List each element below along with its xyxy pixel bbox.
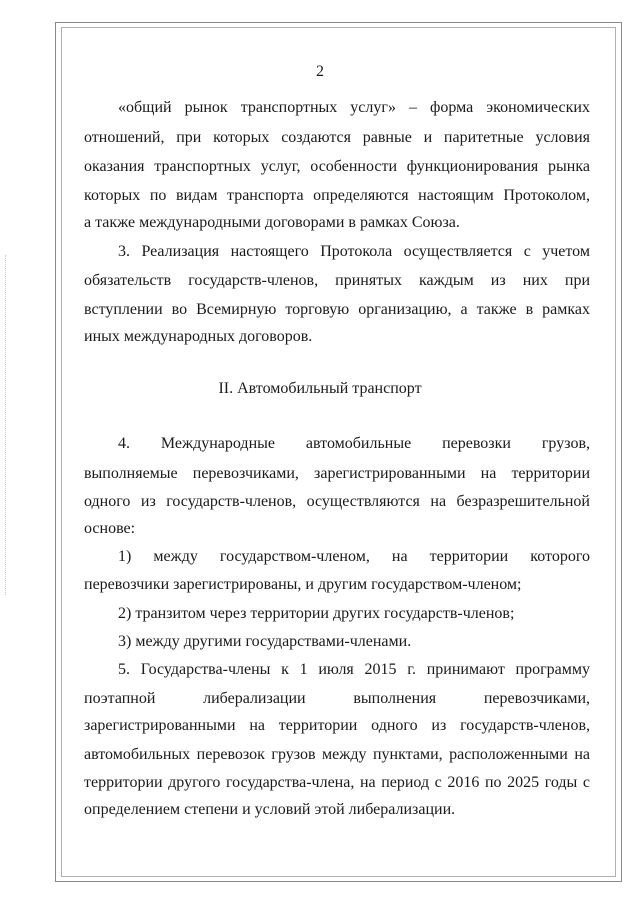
- paragraph-line: 3. Реализация настоящего Протокола осуществляется с учетом: [118, 243, 590, 260]
- paragraph-line: иных международных договоров.: [84, 328, 313, 345]
- list-item-line: 3) между другими государствами-членами.: [118, 633, 412, 650]
- paragraph-line: основе:: [84, 520, 136, 537]
- list-item-line: 1) между государством-членом, на территории которого: [118, 548, 590, 565]
- paragraph-line: автомобильных перевозок грузов между пунктами, расположенными на: [84, 746, 590, 763]
- paragraph-line: 5. Государства-члены к 1 июля 2015 г. принимают программу: [118, 661, 590, 678]
- paragraph-line: отношений, при которых создаются равные и паритетные условия: [84, 129, 590, 146]
- scan-margin-mark: [5, 255, 7, 595]
- paragraph-line: зарегистрированными на территории одного из государств-членов,: [84, 717, 590, 734]
- list-item-line: 2) транзитом через территории других государств-членов;: [118, 605, 515, 622]
- paragraph-line: одного из государств-членов, осуществляются на безразрешительной: [84, 493, 590, 510]
- paragraph-line: а также международными договорами в рамках Союза.: [84, 214, 460, 231]
- list-item-line: перевозчики зарегистрированы, и другим государством-членом;: [84, 576, 522, 593]
- paragraph-line: определением степени и условий этой либерализации.: [84, 801, 456, 818]
- paragraph-line: выполняемые перевозчиками, зарегистрированными на территории: [84, 465, 590, 482]
- paragraph-line: обязательств государств-членов, принятых каждым из них при: [84, 272, 590, 289]
- paragraph-line: которых по видам транспорта определяются настоящим Протоколом,: [84, 187, 590, 204]
- paragraph-line: поэтапной либерализации выполнения перевозчиками,: [84, 690, 590, 707]
- paragraph-line: территории другого государства-члена, на период с 2016 по 2025 годы с: [84, 774, 590, 791]
- section-heading: II. Автомобильный транспорт: [218, 380, 422, 397]
- paragraph-line: вступлении во Всемирную торговую организацию, а также в рамках: [84, 301, 590, 318]
- page-number: 2: [316, 63, 324, 80]
- paragraph-line: «общий рынок транспортных услуг» – форма экономических: [118, 99, 590, 116]
- paragraph-line: оказания транспортных услуг, особенности функционирования рынка: [84, 158, 590, 175]
- paragraph-line: 4. Международные автомобильные перевозки грузов,: [118, 435, 590, 452]
